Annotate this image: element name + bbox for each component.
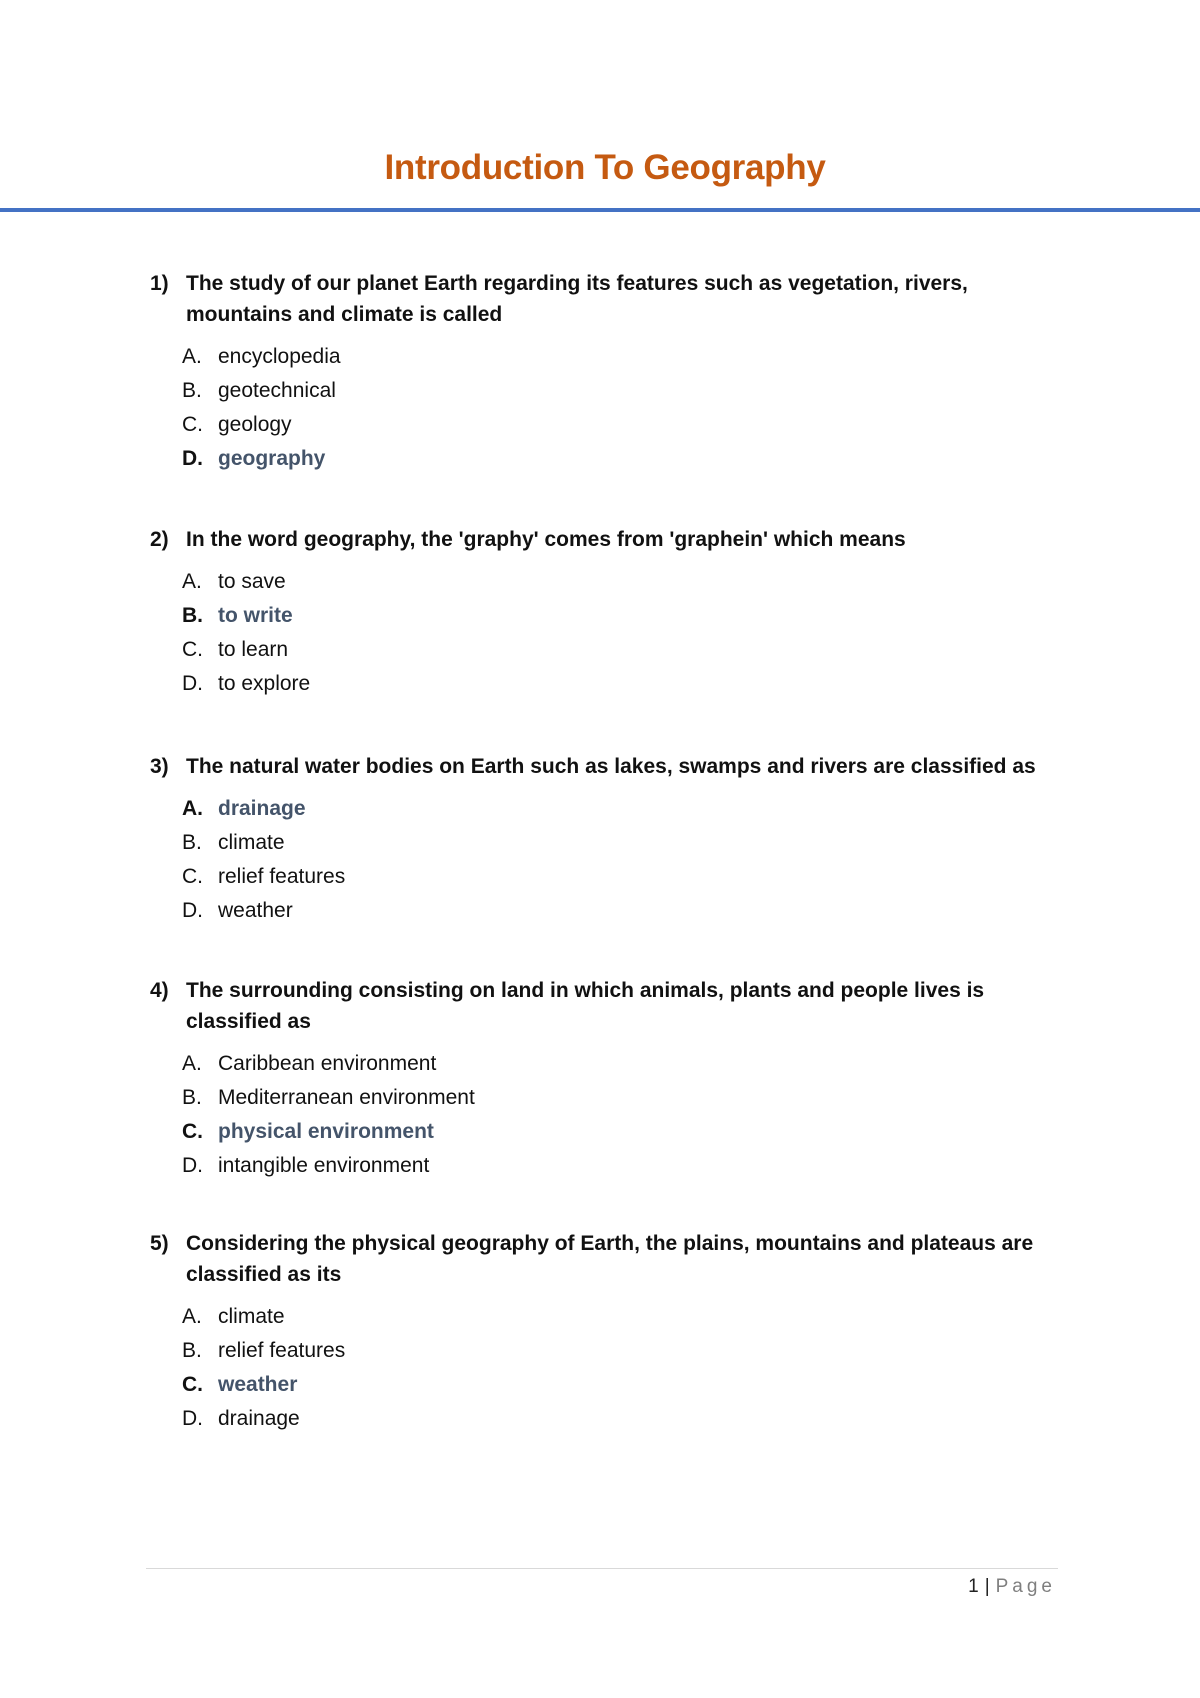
question-4	[150, 975, 1050, 1183]
question-number: 4)	[150, 979, 169, 1002]
option-text: climate	[218, 831, 285, 854]
option-letter: A.	[182, 1052, 202, 1075]
answer-option	[182, 1402, 1050, 1436]
option-letter: B.	[182, 379, 202, 402]
question-text: The surrounding consisting on land in which animals, plants and people lives is classified as	[186, 979, 985, 1033]
footer-divider	[146, 1568, 1058, 1569]
option-letter: A.	[182, 797, 203, 820]
option-text: drainage	[218, 797, 306, 820]
answer-options	[150, 1047, 1050, 1183]
answer-option-correct	[182, 792, 1050, 826]
option-letter: D.	[182, 672, 203, 695]
question-text: The study of our planet Earth regarding its features such as vegetation, rivers, mountains and climate is called	[186, 272, 968, 326]
option-text: to save	[218, 570, 286, 593]
option-text: Caribbean environment	[218, 1052, 437, 1075]
answer-option-correct	[182, 1115, 1050, 1149]
option-letter: C.	[182, 865, 203, 888]
question-stem	[150, 975, 1050, 1037]
page-footer	[968, 1576, 1056, 1598]
question-stem	[150, 524, 1050, 555]
question-text: Considering the physical geography of Earth, the plains, mountains and plateaus are classified as its	[186, 1232, 1034, 1286]
answer-option-correct	[182, 442, 1050, 476]
answer-option	[182, 565, 1050, 599]
question-5	[150, 1228, 1050, 1436]
question-stem	[150, 1228, 1050, 1290]
option-letter: D.	[182, 1407, 203, 1430]
answer-option	[182, 408, 1050, 442]
option-text: encyclopedia	[218, 345, 341, 368]
option-text: physical environment	[218, 1120, 434, 1143]
option-letter: A.	[182, 345, 202, 368]
page-label: Page	[995, 1576, 1056, 1597]
option-letter: D.	[182, 447, 203, 470]
answer-options	[150, 1300, 1050, 1436]
question-3	[150, 751, 1050, 928]
question-text: In the word geography, the 'graphy' comes from 'graphein' which means	[186, 528, 906, 551]
answer-option	[182, 374, 1050, 408]
answer-option	[182, 667, 1050, 701]
option-text: Mediterranean environment	[218, 1086, 475, 1109]
option-text: weather	[218, 1373, 298, 1396]
question-number: 1)	[150, 272, 169, 295]
option-text: drainage	[218, 1407, 300, 1430]
answer-option	[182, 340, 1050, 374]
answer-option	[182, 894, 1050, 928]
footer-separator: |	[984, 1576, 990, 1597]
answer-option	[182, 826, 1050, 860]
answer-option	[182, 1047, 1050, 1081]
option-letter: B.	[182, 1086, 202, 1109]
option-text: geography	[218, 447, 326, 470]
answer-option	[182, 860, 1050, 894]
option-letter: C.	[182, 1120, 203, 1143]
option-letter: B.	[182, 604, 203, 627]
option-letter: A.	[182, 1305, 202, 1328]
answer-option	[182, 1334, 1050, 1368]
answer-option-correct	[182, 1368, 1050, 1402]
option-text: climate	[218, 1305, 285, 1328]
question-number: 5)	[150, 1232, 169, 1255]
question-list	[150, 268, 1050, 1436]
option-letter: C.	[182, 1373, 203, 1396]
answer-option	[182, 1081, 1050, 1115]
page-number: 1	[968, 1576, 979, 1597]
option-letter: B.	[182, 1339, 202, 1362]
answer-option	[182, 1300, 1050, 1334]
option-letter: D.	[182, 1154, 203, 1177]
answer-options	[150, 340, 1050, 476]
option-text: relief features	[218, 865, 346, 888]
page-title: Introduction To Geography	[384, 148, 826, 187]
option-letter: B.	[182, 831, 202, 854]
option-text: weather	[218, 899, 293, 922]
option-text: to explore	[218, 672, 311, 695]
answer-option-correct	[182, 599, 1050, 633]
option-letter: A.	[182, 570, 202, 593]
option-letter: D.	[182, 899, 203, 922]
option-text: geology	[218, 413, 292, 436]
title-underline	[0, 208, 1200, 212]
option-text: to write	[218, 604, 293, 627]
question-number: 2)	[150, 528, 169, 551]
option-text: geotechnical	[218, 379, 336, 402]
question-stem	[150, 268, 1050, 330]
option-text: intangible environment	[218, 1154, 430, 1177]
option-text: relief features	[218, 1339, 346, 1362]
question-stem	[150, 751, 1050, 782]
question-2	[150, 524, 1050, 701]
answer-option	[182, 633, 1050, 667]
answer-options	[150, 792, 1050, 928]
question-number: 3)	[150, 755, 169, 778]
option-text: to learn	[218, 638, 289, 661]
answer-option	[182, 1149, 1050, 1183]
question-text: The natural water bodies on Earth such as lakes, swamps and rivers are classified as	[186, 755, 1036, 778]
answer-options	[150, 565, 1050, 701]
option-letter: C.	[182, 413, 203, 436]
question-1	[150, 268, 1050, 476]
option-letter: C.	[182, 638, 203, 661]
